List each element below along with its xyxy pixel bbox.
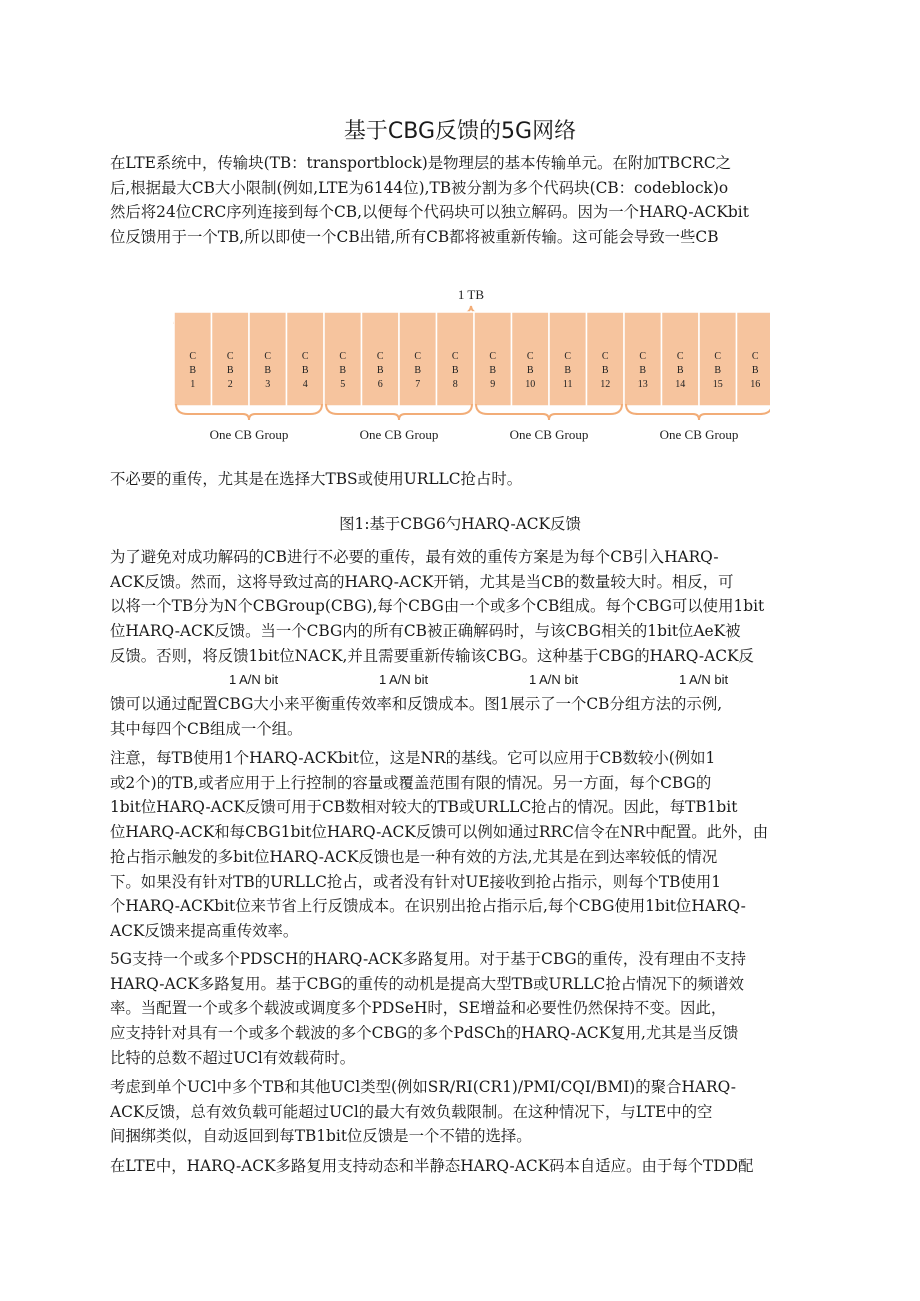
cb-letter: C — [751, 351, 759, 362]
cb-number: 1 — [190, 379, 196, 390]
cb-group-label: One CB Group — [359, 427, 439, 442]
text-line: 个HARQ-ACKbit位来节省上行反馈成本。在识别出抢占指示后,每个CBG使用1bit位HARQ- — [110, 897, 746, 916]
cb-letter: C — [339, 351, 347, 362]
cb-letter: B — [301, 365, 309, 376]
cb-block — [362, 312, 400, 406]
cb-letter: C — [714, 351, 722, 362]
cb-number: 14 — [675, 379, 686, 390]
cb-block — [399, 312, 437, 406]
cb-number: 16 — [750, 379, 761, 390]
paragraph-cbg-tradeoff — [110, 692, 838, 741]
cb-block — [699, 312, 737, 406]
cb-block — [324, 312, 362, 406]
an-bit-label: 1 A/N bit — [529, 672, 579, 687]
text-line: 为了避免对成功解码的CB进行不必要的重传，最有效的重传方案是为每个CB引入HARQ- — [110, 548, 719, 566]
text-line: 或2个)的TB,或者应用于上行控制的容量或覆盖范围有限的情况。另一方面，每个CBG的 — [110, 773, 712, 792]
cb-block — [287, 312, 325, 406]
text-line: 率。当配置一个或多个载波或调度多个PDSeH时，SE增益和必要性仍然保持不变。因此， — [110, 999, 727, 1018]
paragraph-continuation — [110, 467, 838, 492]
text-line: 其中每四个CB组成一个组。 — [110, 719, 303, 738]
document-title: 基于CBG反馈的5G网络 — [343, 119, 577, 144]
cb-letter: C — [264, 351, 272, 362]
an-bit-label: 1 A/N bit — [379, 672, 429, 687]
text-line: 比特的总数不超过UCl有效载荷时。 — [110, 1048, 356, 1067]
text-line: 然后将24位CRC序列连接到每个CB,以便每个代码块可以独立解码。因为一个HARQ-ACKbit — [110, 203, 749, 222]
text-line: 5G支持一个或多个PDSCH的HARQ-ACK多路复用。对于基于CBG的重传，没有理由不支持 — [110, 950, 747, 968]
cb-letter: B — [339, 365, 347, 376]
text-line: 下。如果没有针对TB的URLLC抢占，或者没有针对UE接收到抢占指示，则每个TB使用1 — [110, 872, 722, 891]
cb-letter: C — [489, 351, 497, 362]
cb-letter: C — [639, 351, 647, 362]
cb-number: 6 — [377, 379, 383, 390]
text-line: 后,根据最大CB大小限制(例如,LTE为6144位),TB被分割为多个代码块(CB：codeblock)o — [110, 178, 729, 197]
text-line: 位反馈用于一个TB,所以即使一个CB出错,所有CB都将被重新传输。这可能会导致一些CB — [110, 228, 719, 247]
figure-caption: 图1:基于CBG6勺HARQ-ACK反馈 — [339, 515, 581, 533]
cb-letter: C — [226, 351, 234, 362]
cb-letter: C — [564, 351, 572, 362]
cb-number: 3 — [265, 379, 271, 390]
text-line: 位HARQ-ACK反馈。当一个CBG内的所有CB被正确解码时，与该CBG相关的1bit位AeK被 — [110, 622, 741, 641]
an-bit-label: 1 A/N bit — [679, 672, 729, 687]
tb-label: 1 TB — [457, 287, 485, 302]
cb-letter: C — [451, 351, 459, 362]
cb-letter: B — [264, 365, 272, 376]
cb-letter: B — [226, 365, 234, 376]
paragraph-cbg-intro — [110, 545, 838, 669]
cb-block — [249, 312, 287, 406]
cb-block — [737, 312, 771, 406]
cb-number: 4 — [302, 379, 308, 390]
text-line: 以将一个TB分为N个CBGroup(CBG),每个CBG由一个或多个CB组成。每个CBG可以使用1bit — [110, 597, 765, 616]
paragraph-intro — [110, 151, 838, 250]
cb-letter: C — [301, 351, 309, 362]
cb-letter: C — [526, 351, 534, 362]
paragraph-multiplexing — [110, 947, 838, 1071]
cb-block — [662, 312, 700, 406]
text-line: ACK反馈。然而，这将导致过高的HARQ-ACK开销，尤其是当CB的数量较大时。相反，可 — [110, 572, 734, 591]
cb-number: 15 — [712, 379, 723, 390]
cb-number: 9 — [490, 379, 496, 390]
text-line: ACK反馈来提高重传效率。 — [110, 921, 299, 940]
cb-letter: C — [676, 351, 684, 362]
cb-block — [512, 312, 550, 406]
cb-block — [624, 312, 662, 406]
cb-block — [212, 312, 250, 406]
cb-letter: B — [714, 365, 722, 376]
cb-letter: B — [414, 365, 422, 376]
cb-block — [437, 312, 475, 406]
cb-letter: B — [601, 365, 609, 376]
text-line: 抢占指示触发的多bit位HARQ-ACK反馈也是一种有效的方法,尤其是在到达率较低的情况 — [110, 847, 718, 866]
cb-letter: B — [676, 365, 684, 376]
cb-letter: C — [189, 351, 197, 362]
cb-letter: B — [639, 365, 647, 376]
cb-group-figure — [170, 280, 770, 450]
cb-block — [549, 312, 587, 406]
cb-letter: C — [601, 351, 609, 362]
text-line: 反馈。否则，将反馈1bit位NACK,并且需要重新传输该CBG。这种基于CBG的HARQ-ACK反 — [110, 646, 754, 665]
text-line: 间捆绑类似，自动返回到每TB1bit位反馈是一个不错的选择。 — [110, 1127, 532, 1146]
cb-letter: C — [376, 351, 384, 362]
cb-number: 7 — [415, 379, 421, 390]
cb-letter: B — [376, 365, 384, 376]
cb-letter: B — [751, 365, 759, 376]
cb-block — [174, 312, 212, 406]
cb-number: 8 — [452, 379, 458, 390]
cb-number: 13 — [637, 379, 648, 390]
text-line: 在LTE系统中，传输块(TB：transportblock)是物理层的基本传输单元。在附加TBCRC之 — [110, 154, 731, 172]
text-line: HARQ-ACK多路复用。基于CBG的重传的动机是提高大型TB或URLLC抢占情况下的频谱效 — [110, 974, 744, 993]
cb-letter: B — [564, 365, 572, 376]
an-bit-label: 1 A/N bit — [229, 672, 279, 687]
text-line: 不必要的重传，尤其是在选择大TBS或使用URLLC抢占时。 — [110, 470, 523, 488]
paragraph-uci-aggregation — [110, 1075, 838, 1149]
paragraph-lte-codebook — [110, 1154, 838, 1179]
cb-number: 2 — [227, 379, 233, 390]
text-line: 考虑到单个UCl中多个TB和其他UCl类型(例如SR/RI(CR1)/PMI/CQI/BMI)的聚合HARQ- — [110, 1078, 736, 1096]
cb-letter: B — [526, 365, 534, 376]
cb-letter: B — [189, 365, 197, 376]
cb-number: 11 — [562, 379, 573, 390]
text-line: 应支持针对具有一个或多个载波的多个CBG的多个PdSCh的HARQ-ACK复用,尤其是当反馈 — [110, 1024, 739, 1043]
cb-letter: C — [414, 351, 422, 362]
cb-number: 12 — [600, 379, 611, 390]
cb-letter: B — [489, 365, 497, 376]
cb-block — [474, 312, 512, 406]
text-line: 1bit位HARQ-ACK反馈可用于CB数相对较大的TB或URLLC抢占的情况。因此，每TB1bit — [110, 798, 738, 817]
cb-number: 5 — [340, 379, 346, 390]
text-line: 馈可以通过配置CBG大小来平衡重传效率和反馈成本。图1展示了一个CB分组方法的示例, — [110, 695, 723, 713]
text-line: 在LTE中，HARQ-ACK多路复用支持动态和半静态HARQ-ACK码本自适应。由于每个TDD配 — [110, 1157, 754, 1175]
text-line: 位HARQ-ACK和每CBG1bit位HARQ-ACK反馈可以例如通过RRC信令在NR中配置。此外，由 — [110, 823, 769, 842]
cb-group-label: One CB Group — [659, 427, 739, 442]
cb-number: 10 — [525, 379, 536, 390]
cb-group-label: One CB Group — [209, 427, 289, 442]
cb-block — [587, 312, 625, 406]
text-line: 注意，每TB使用1个HARQ-ACKbit位，这是NR的基线。它可以应用于CB数较小(例如1 — [110, 749, 716, 767]
text-line: ACK反馈，总有效负载可能超过UCl的最大有效负载限制。在这种情况下，与LTE中的空 — [110, 1102, 713, 1121]
an-bit-labels — [0, 672, 920, 692]
paragraph-nr-baseline — [110, 746, 838, 944]
cb-group-label: One CB Group — [509, 427, 589, 442]
cb-letter: B — [451, 365, 459, 376]
